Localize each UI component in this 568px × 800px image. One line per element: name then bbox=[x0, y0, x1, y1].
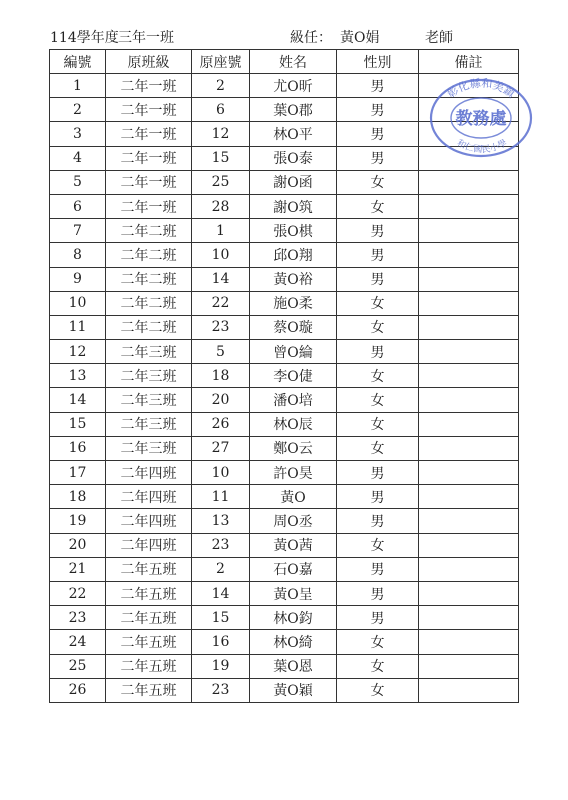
cell-number: 22 bbox=[50, 581, 106, 605]
cell-name: 葉O郡 bbox=[250, 98, 337, 122]
column-header-original-seat: 原座號 bbox=[192, 50, 250, 74]
cell-name: 施O柔 bbox=[250, 291, 337, 315]
table-row bbox=[50, 533, 519, 557]
cell-original-class: 二年五班 bbox=[106, 654, 192, 678]
cell-number: 18 bbox=[50, 485, 106, 509]
table-row bbox=[50, 606, 519, 630]
cell-number: 26 bbox=[50, 678, 106, 702]
cell-remarks bbox=[419, 412, 519, 436]
cell-name: 張O泰 bbox=[250, 146, 337, 170]
cell-original-class: 二年一班 bbox=[106, 98, 192, 122]
cell-number: 21 bbox=[50, 557, 106, 581]
table-row bbox=[50, 219, 519, 243]
seal-main-text: 教務處 bbox=[455, 109, 507, 129]
cell-name: 謝O筑 bbox=[250, 194, 337, 218]
cell-number: 1 bbox=[50, 74, 106, 98]
cell-original-class: 二年一班 bbox=[106, 194, 192, 218]
cell-remarks bbox=[419, 315, 519, 339]
cell-gender: 女 bbox=[337, 170, 419, 194]
table-row bbox=[50, 436, 519, 460]
cell-remarks bbox=[419, 219, 519, 243]
document-header bbox=[50, 27, 520, 47]
table-row bbox=[50, 291, 519, 315]
cell-number: 3 bbox=[50, 122, 106, 146]
cell-remarks bbox=[419, 606, 519, 630]
cell-original-seat: 15 bbox=[192, 606, 250, 630]
cell-original-class: 二年五班 bbox=[106, 678, 192, 702]
table-row bbox=[50, 243, 519, 267]
cell-name: 尤O昕 bbox=[250, 74, 337, 98]
column-header-original-class: 原班級 bbox=[106, 50, 192, 74]
table-row bbox=[50, 654, 519, 678]
cell-name: 黃O bbox=[250, 485, 337, 509]
cell-remarks bbox=[419, 340, 519, 364]
cell-original-seat: 25 bbox=[192, 170, 250, 194]
cell-gender: 男 bbox=[337, 98, 419, 122]
cell-number: 11 bbox=[50, 315, 106, 339]
cell-gender: 女 bbox=[337, 194, 419, 218]
cell-name: 許O昊 bbox=[250, 461, 337, 485]
cell-original-class: 二年二班 bbox=[106, 291, 192, 315]
cell-gender: 男 bbox=[337, 461, 419, 485]
table-row bbox=[50, 581, 519, 605]
cell-original-seat: 1 bbox=[192, 219, 250, 243]
cell-original-class: 二年一班 bbox=[106, 146, 192, 170]
table-row bbox=[50, 194, 519, 218]
cell-gender: 男 bbox=[337, 606, 419, 630]
table-row bbox=[50, 630, 519, 654]
cell-original-seat: 12 bbox=[192, 122, 250, 146]
cell-name: 周O丞 bbox=[250, 509, 337, 533]
cell-original-seat: 23 bbox=[192, 315, 250, 339]
cell-original-seat: 23 bbox=[192, 678, 250, 702]
cell-number: 20 bbox=[50, 533, 106, 557]
cell-gender: 女 bbox=[337, 654, 419, 678]
cell-number: 4 bbox=[50, 146, 106, 170]
table-row bbox=[50, 170, 519, 194]
table-row bbox=[50, 557, 519, 581]
cell-remarks bbox=[419, 654, 519, 678]
cell-remarks bbox=[419, 485, 519, 509]
cell-remarks bbox=[419, 267, 519, 291]
cell-gender: 女 bbox=[337, 630, 419, 654]
cell-original-class: 二年五班 bbox=[106, 606, 192, 630]
cell-number: 5 bbox=[50, 170, 106, 194]
cell-name: 林O平 bbox=[250, 122, 337, 146]
table-row bbox=[50, 364, 519, 388]
cell-gender: 男 bbox=[337, 509, 419, 533]
cell-number: 9 bbox=[50, 267, 106, 291]
cell-original-seat: 13 bbox=[192, 509, 250, 533]
cell-name: 黃O裕 bbox=[250, 267, 337, 291]
cell-number: 8 bbox=[50, 243, 106, 267]
cell-gender: 女 bbox=[337, 412, 419, 436]
table-row bbox=[50, 412, 519, 436]
cell-gender: 男 bbox=[337, 243, 419, 267]
cell-name: 林O鈞 bbox=[250, 606, 337, 630]
column-header-number: 編號 bbox=[50, 50, 106, 74]
cell-gender: 男 bbox=[337, 340, 419, 364]
teacher-label: 級任： bbox=[290, 30, 332, 46]
cell-gender: 男 bbox=[337, 219, 419, 243]
cell-remarks bbox=[419, 581, 519, 605]
cell-original-seat: 2 bbox=[192, 557, 250, 581]
cell-remarks bbox=[419, 194, 519, 218]
cell-gender: 男 bbox=[337, 122, 419, 146]
cell-gender: 男 bbox=[337, 557, 419, 581]
cell-remarks bbox=[419, 364, 519, 388]
cell-original-seat: 28 bbox=[192, 194, 250, 218]
cell-original-seat: 26 bbox=[192, 412, 250, 436]
school-office-seal bbox=[427, 77, 535, 159]
cell-name: 石O嘉 bbox=[250, 557, 337, 581]
cell-original-seat: 14 bbox=[192, 581, 250, 605]
cell-gender: 女 bbox=[337, 291, 419, 315]
cell-remarks bbox=[419, 436, 519, 460]
table-row bbox=[50, 461, 519, 485]
cell-original-seat: 27 bbox=[192, 436, 250, 460]
cell-remarks bbox=[419, 291, 519, 315]
cell-gender: 男 bbox=[337, 74, 419, 98]
cell-original-class: 二年二班 bbox=[106, 219, 192, 243]
cell-original-class: 二年一班 bbox=[106, 74, 192, 98]
cell-original-seat: 6 bbox=[192, 98, 250, 122]
cell-original-class: 二年五班 bbox=[106, 630, 192, 654]
cell-original-class: 二年三班 bbox=[106, 436, 192, 460]
cell-gender: 女 bbox=[337, 533, 419, 557]
cell-number: 13 bbox=[50, 364, 106, 388]
cell-number: 15 bbox=[50, 412, 106, 436]
cell-original-seat: 11 bbox=[192, 485, 250, 509]
cell-original-seat: 23 bbox=[192, 533, 250, 557]
cell-number: 2 bbox=[50, 98, 106, 122]
cell-name: 邱O翔 bbox=[250, 243, 337, 267]
cell-original-seat: 16 bbox=[192, 630, 250, 654]
cell-number: 10 bbox=[50, 291, 106, 315]
table-row bbox=[50, 267, 519, 291]
cell-number: 12 bbox=[50, 340, 106, 364]
column-header-name: 姓名 bbox=[250, 50, 337, 74]
cell-number: 23 bbox=[50, 606, 106, 630]
table-row bbox=[50, 340, 519, 364]
cell-original-seat: 18 bbox=[192, 364, 250, 388]
cell-name: 黃O呈 bbox=[250, 581, 337, 605]
cell-original-class: 二年二班 bbox=[106, 267, 192, 291]
cell-gender: 男 bbox=[337, 485, 419, 509]
cell-gender: 男 bbox=[337, 267, 419, 291]
cell-original-class: 二年三班 bbox=[106, 412, 192, 436]
cell-gender: 男 bbox=[337, 581, 419, 605]
cell-name: 鄭O云 bbox=[250, 436, 337, 460]
school-year: 114學年度 bbox=[50, 30, 119, 46]
cell-number: 24 bbox=[50, 630, 106, 654]
cell-original-class: 二年四班 bbox=[106, 533, 192, 557]
cell-original-seat: 10 bbox=[192, 461, 250, 485]
cell-remarks bbox=[419, 630, 519, 654]
cell-name: 謝O函 bbox=[250, 170, 337, 194]
cell-original-seat: 2 bbox=[192, 74, 250, 98]
seal-top-text: 彰化縣和美鎮 bbox=[444, 77, 518, 101]
cell-name: 蔡O璇 bbox=[250, 315, 337, 339]
cell-original-seat: 20 bbox=[192, 388, 250, 412]
cell-original-class: 二年一班 bbox=[106, 122, 192, 146]
cell-remarks bbox=[419, 388, 519, 412]
cell-number: 6 bbox=[50, 194, 106, 218]
cell-original-class: 二年三班 bbox=[106, 340, 192, 364]
cell-remarks bbox=[419, 509, 519, 533]
teacher-name: 黃O娟 bbox=[340, 30, 380, 46]
column-header-remarks: 備註 bbox=[419, 50, 519, 74]
cell-remarks bbox=[419, 243, 519, 267]
cell-name: 葉O恩 bbox=[250, 654, 337, 678]
cell-name: 黃O茜 bbox=[250, 533, 337, 557]
cell-original-class: 二年四班 bbox=[106, 509, 192, 533]
table-row bbox=[50, 485, 519, 509]
cell-number: 16 bbox=[50, 436, 106, 460]
class-name: 三年一班 bbox=[118, 30, 174, 46]
cell-remarks bbox=[419, 461, 519, 485]
cell-original-class: 二年三班 bbox=[106, 364, 192, 388]
cell-name: 黃O穎 bbox=[250, 678, 337, 702]
cell-remarks bbox=[419, 678, 519, 702]
cell-original-class: 二年四班 bbox=[106, 485, 192, 509]
cell-gender: 女 bbox=[337, 364, 419, 388]
cell-name: 林O辰 bbox=[250, 412, 337, 436]
cell-gender: 女 bbox=[337, 678, 419, 702]
cell-name: 李O倢 bbox=[250, 364, 337, 388]
cell-number: 25 bbox=[50, 654, 106, 678]
table-row bbox=[50, 678, 519, 702]
cell-remarks bbox=[419, 557, 519, 581]
table-row bbox=[50, 509, 519, 533]
cell-number: 17 bbox=[50, 461, 106, 485]
cell-original-seat: 19 bbox=[192, 654, 250, 678]
table-row bbox=[50, 315, 519, 339]
cell-original-class: 二年三班 bbox=[106, 388, 192, 412]
cell-name: 林O綺 bbox=[250, 630, 337, 654]
column-header-gender: 性別 bbox=[337, 50, 419, 74]
cell-number: 7 bbox=[50, 219, 106, 243]
cell-gender: 女 bbox=[337, 388, 419, 412]
cell-original-seat: 5 bbox=[192, 340, 250, 364]
cell-remarks bbox=[419, 170, 519, 194]
cell-original-class: 二年二班 bbox=[106, 243, 192, 267]
cell-name: 潘O培 bbox=[250, 388, 337, 412]
cell-original-seat: 15 bbox=[192, 146, 250, 170]
table-header-row bbox=[50, 50, 519, 74]
cell-original-class: 二年四班 bbox=[106, 461, 192, 485]
cell-remarks bbox=[419, 533, 519, 557]
seal-bottom-text: 和仁國民小學 bbox=[454, 138, 510, 156]
table-row bbox=[50, 388, 519, 412]
cell-original-seat: 10 bbox=[192, 243, 250, 267]
cell-original-class: 二年五班 bbox=[106, 581, 192, 605]
cell-gender: 女 bbox=[337, 436, 419, 460]
cell-number: 14 bbox=[50, 388, 106, 412]
cell-original-seat: 22 bbox=[192, 291, 250, 315]
cell-name: 曾O綸 bbox=[250, 340, 337, 364]
cell-original-seat: 14 bbox=[192, 267, 250, 291]
cell-gender: 女 bbox=[337, 315, 419, 339]
teacher-suffix: 老師 bbox=[425, 30, 453, 46]
cell-name: 張O棋 bbox=[250, 219, 337, 243]
cell-original-class: 二年二班 bbox=[106, 315, 192, 339]
cell-number: 19 bbox=[50, 509, 106, 533]
cell-gender: 男 bbox=[337, 146, 419, 170]
cell-original-class: 二年五班 bbox=[106, 557, 192, 581]
cell-original-class: 二年一班 bbox=[106, 170, 192, 194]
